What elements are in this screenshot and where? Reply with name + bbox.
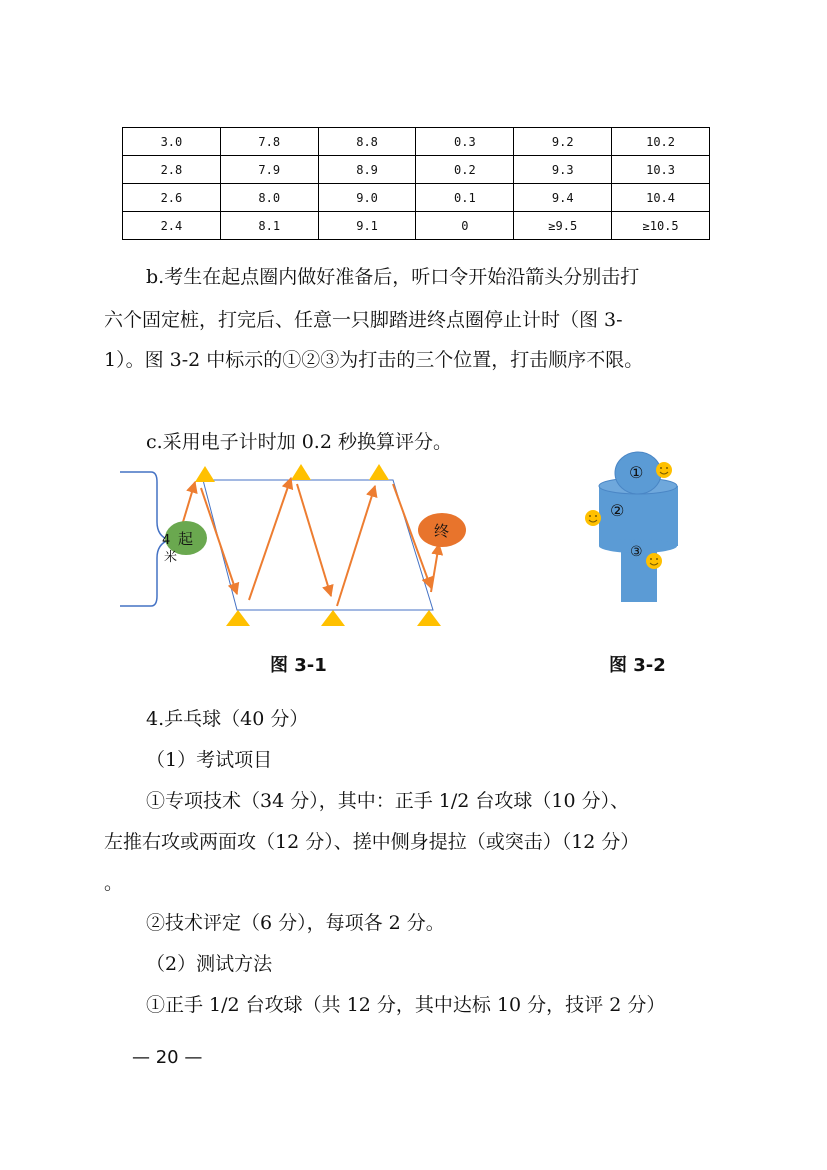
cone-bottom-1 — [226, 610, 250, 626]
figure-3-1 — [115, 460, 475, 630]
table-cell: 9.2 — [514, 128, 612, 156]
table-cell: 0.1 — [416, 184, 514, 212]
table-cell: 8.9 — [318, 156, 416, 184]
table-cell: ≥9.5 — [514, 212, 612, 240]
table-cell: 3.0 — [123, 128, 221, 156]
table-cell: 10.3 — [612, 156, 710, 184]
figure-3-1-caption: 图 3-1 — [270, 655, 327, 676]
table-cell: 7.9 — [220, 156, 318, 184]
item-1-line-3: 。 — [104, 872, 124, 894]
brace-fragment-top: 4 — [162, 533, 171, 548]
position-3-label: ③ — [630, 544, 643, 560]
item-2: ②技术评定（6 分），每项各 2 分。 — [146, 912, 445, 934]
arrow-3 — [249, 478, 291, 600]
item-3: ①正手 1/2 台攻球（共 12 分，其中达标 10 分，技评 2 分） — [146, 994, 666, 1016]
paragraph-b-line-3: 1）。图 3-2 中标示的①②③为打击的三个位置，打击顺序不限。 — [104, 349, 644, 371]
arrow-1 — [183, 482, 195, 522]
paragraph-b-line-2: 六个固定桩，打完后、任意一只脚踏进终点圈停止计时（图 3- — [104, 309, 623, 331]
table-cell: 8.0 — [220, 184, 318, 212]
paragraph-c: c.采用电子计时加 0.2 秒换算评分。 — [146, 431, 452, 453]
cone-top-3 — [369, 464, 389, 480]
table-row — [123, 184, 710, 212]
arrow-7 — [431, 544, 439, 592]
subsection-2: （2）测试方法 — [146, 953, 273, 975]
item-1-line-2: 左推右攻或两面攻（12 分）、搓中侧身提拉（或突击）（12 分） — [104, 831, 640, 853]
table-cell: 9.1 — [318, 212, 416, 240]
start-label: 起 — [178, 530, 194, 548]
table-row — [123, 128, 710, 156]
table-cell: 10.4 — [612, 184, 710, 212]
subsection-1: （1）考试项目 — [146, 749, 273, 771]
score-table — [122, 127, 710, 240]
table-cell: 2.6 — [123, 184, 221, 212]
item-1-line-1: ①专项技术（34 分），其中：正手 1/2 台攻球（10 分）、 — [146, 790, 630, 812]
table-cell: 8.8 — [318, 128, 416, 156]
arrow-5 — [337, 486, 375, 606]
cone-bottom-2 — [321, 610, 345, 626]
table-cell: 2.4 — [123, 212, 221, 240]
arrow-4 — [297, 484, 331, 596]
cone-top-2 — [291, 464, 311, 480]
section-4-heading: 4.乒乓球（40 分） — [146, 708, 309, 730]
table-cell: 2.8 — [123, 156, 221, 184]
position-2-label: ② — [610, 501, 625, 520]
table-cell: 9.0 — [318, 184, 416, 212]
figure-3-2-caption: 图 3-2 — [609, 655, 666, 676]
cone-top-1 — [195, 466, 215, 482]
page-number: — 20 — — [132, 1047, 203, 1068]
table-cell: ≥10.5 — [612, 212, 710, 240]
table-cell: 10.2 — [612, 128, 710, 156]
end-label: 终 — [434, 522, 450, 540]
smiley-icon-2 — [585, 510, 601, 526]
table-row — [123, 156, 710, 184]
table-cell: 0.3 — [416, 128, 514, 156]
smiley-icon-1 — [656, 462, 672, 478]
brace-fragment-bottom: 米 — [164, 550, 178, 565]
cone-bottom-3 — [417, 610, 441, 626]
table-cell: 7.8 — [220, 128, 318, 156]
position-1-label: ① — [629, 463, 644, 482]
paragraph-b-line-1: b.考生在起点圈内做好准备后，听口令开始沿箭头分别击打 — [146, 266, 640, 288]
table-cell: 0.2 — [416, 156, 514, 184]
table-cell: 9.4 — [514, 184, 612, 212]
table-cell: 0 — [416, 212, 514, 240]
table-cell: 8.1 — [220, 212, 318, 240]
figure-3-2 — [580, 448, 690, 608]
smiley-icon-3 — [646, 553, 662, 569]
table-cell: 9.3 — [514, 156, 612, 184]
table-row — [123, 212, 710, 240]
